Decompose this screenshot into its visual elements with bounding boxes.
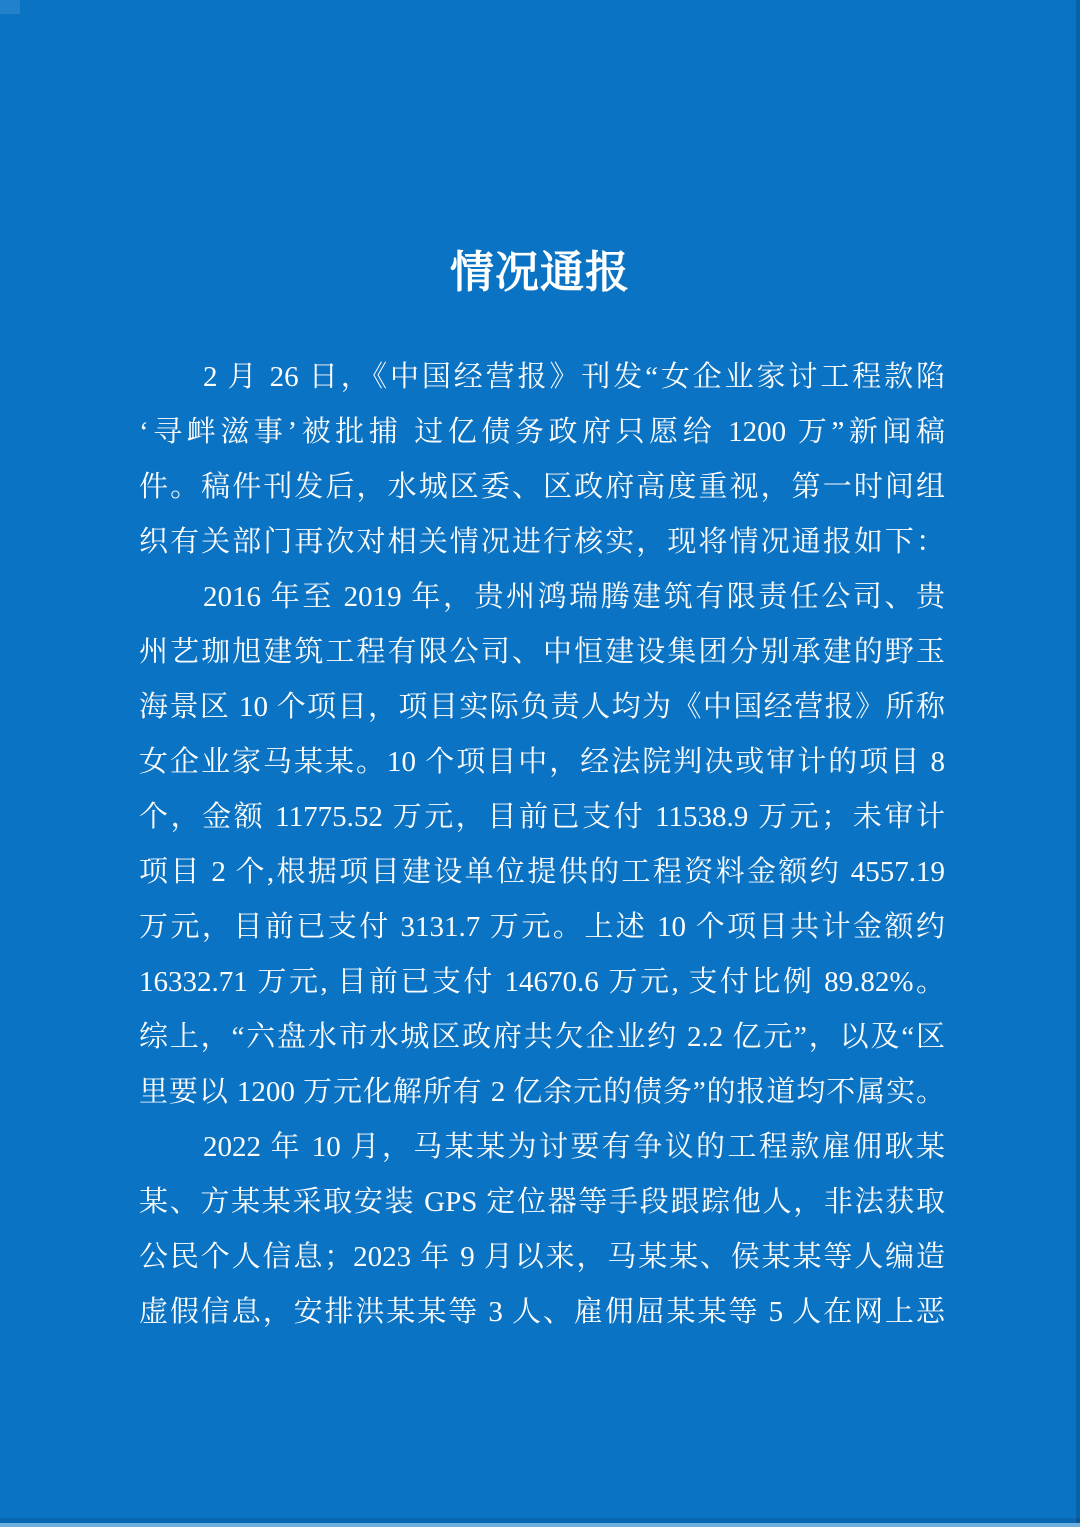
body-line: 16332.71 万元, 目前已支付 14670.6 万元, 支付比例 89.82%。 <box>139 966 945 998</box>
document-title: 情况通报 <box>450 248 630 297</box>
body-line: 2022 年 10 月，马某某为讨要有争议的工程款雇佣耿某 <box>203 1131 945 1163</box>
bottom-edge-highlight <box>0 1523 1080 1527</box>
body-line: 女企业家马某某。10 个项目中，经法院判决或审计的项目 8 <box>139 746 945 778</box>
body-line: 件。稿件刊发后，水城区委、区政府高度重视，第一时间组 <box>139 471 945 503</box>
body-line: 海景区 10 个项目，项目实际负责人均为《中国经营报》所称 <box>139 691 945 723</box>
document-body <box>139 350 945 1340</box>
body-line: ‘寻衅滋事’被批捕 过亿债务政府只愿给 1200 万”新闻稿 <box>139 416 945 448</box>
body-line: 虚假信息，安排洪某某等 3 人、雇佣屈某某等 5 人在网上恶 <box>139 1296 945 1328</box>
body-line: 州艺珈旭建筑工程有限公司、中恒建设集团分别承建的野玉 <box>139 636 945 668</box>
body-line: 个，金额 11775.52 万元，目前已支付 11538.9 万元；未审计 <box>139 801 945 833</box>
body-line: 万元，目前已支付 3131.7 万元。上述 10 个项目共计金额约 <box>139 911 945 943</box>
body-line: 公民个人信息；2023 年 9 月以来，马某某、侯某某等人编造 <box>139 1241 945 1273</box>
body-line: 某、方某某采取安装 GPS 定位器等手段跟踪他人，非法获取 <box>139 1186 945 1218</box>
body-line: 项目 2 个,根据项目建设单位提供的工程资料金额约 4557.19 <box>139 856 945 888</box>
body-line: 综上，“六盘水市水城区政府共欠企业约 2.2 亿元”，以及“区 <box>139 1021 945 1053</box>
body-line: 织有关部门再次对相关情况进行核实，现将情况通报如下： <box>139 526 945 558</box>
body-line: 里要以 1200 万元化解所有 2 亿余元的债务”的报道均不属实。 <box>139 1076 945 1108</box>
right-edge-shadow <box>1076 0 1080 1527</box>
body-line: 2 月 26 日，《中国经营报》刊发“女企业家讨工程款陷 <box>203 361 945 393</box>
body-line: 2016 年至 2019 年，贵州鸿瑞腾建筑有限责任公司、贵 <box>203 581 945 613</box>
corner-artifact <box>0 0 20 14</box>
